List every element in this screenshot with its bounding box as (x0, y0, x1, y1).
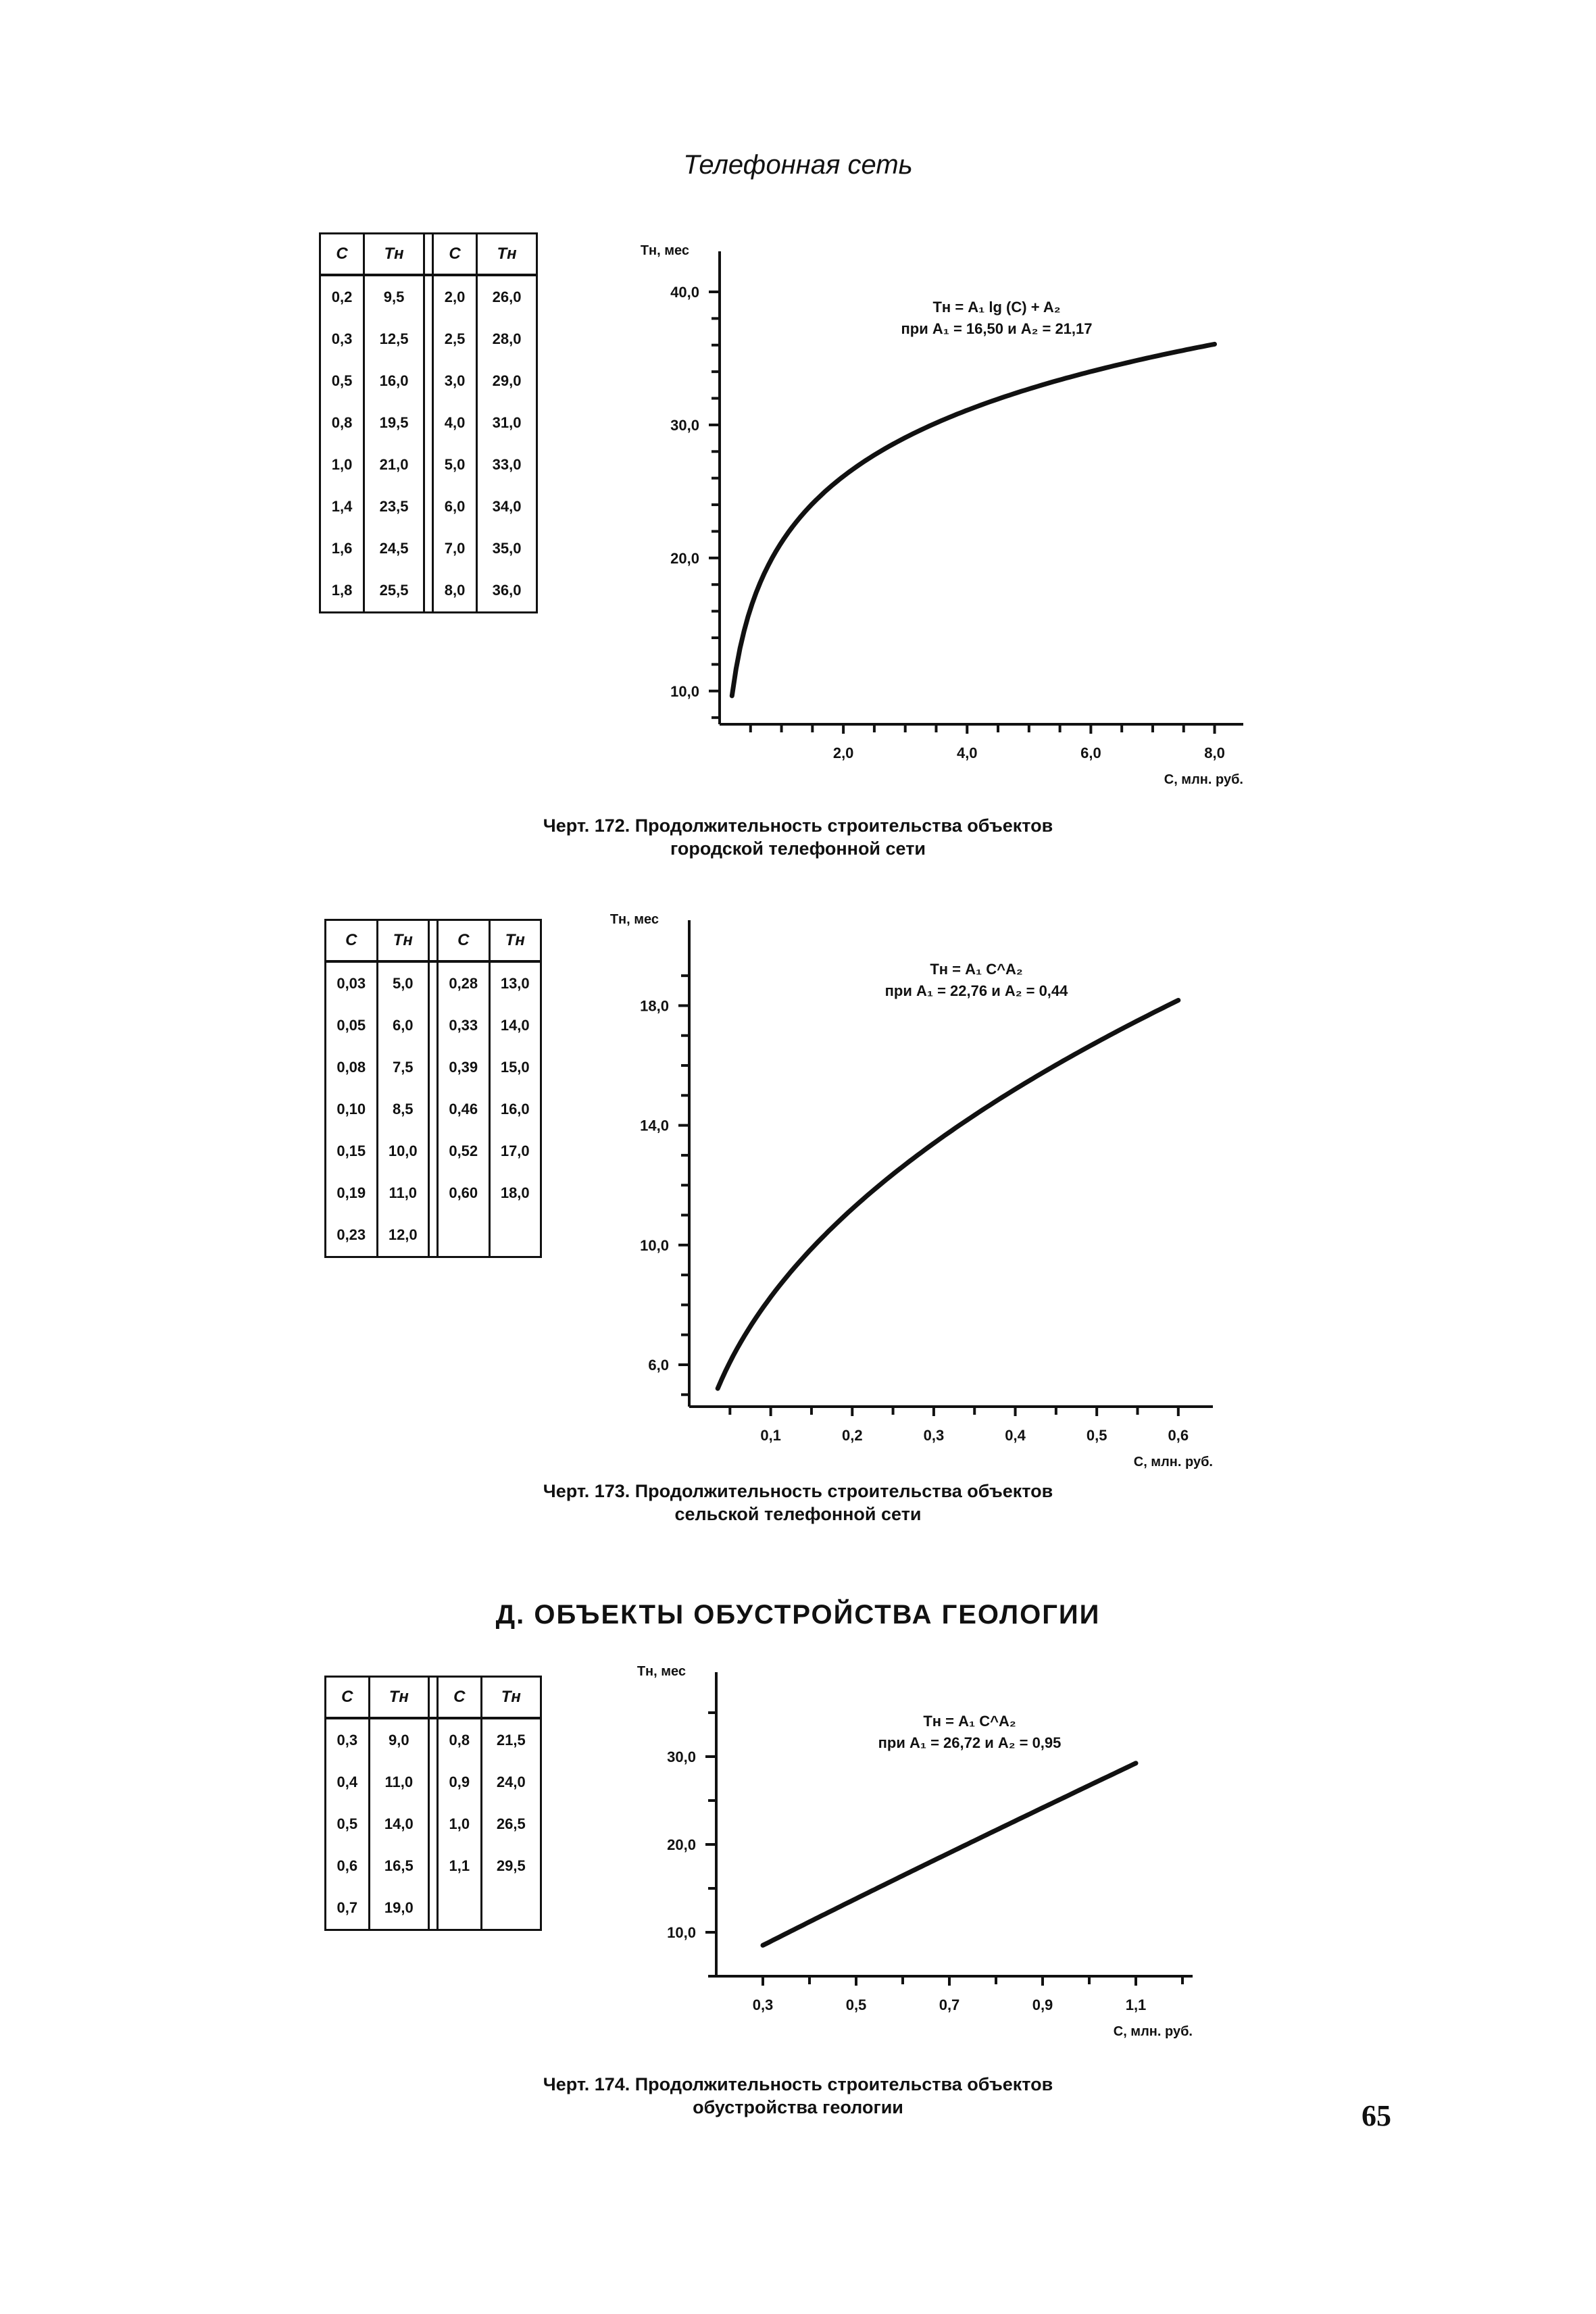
table-cell: 0,6 (326, 1845, 370, 1887)
table-cell: 23,5 (364, 486, 424, 528)
x-tick-label: 4,0 (956, 745, 978, 761)
table-gap (428, 1803, 437, 1845)
table-cell: 3,0 (432, 360, 476, 402)
x-axis-label: С, млн. руб. (1113, 2024, 1193, 2039)
table-gap (429, 920, 438, 962)
table-cell: 1,1 (437, 1845, 481, 1887)
table-cell: 5,0 (432, 444, 476, 486)
table-gap (429, 961, 438, 1005)
table-cell: 24,5 (364, 528, 424, 570)
data-table-172 (319, 232, 538, 613)
table-cell: 26,0 (477, 275, 537, 318)
table-gap (424, 275, 432, 318)
x-axis-label: С, млн. руб. (1164, 772, 1243, 787)
table-cell: 33,0 (477, 444, 537, 486)
table-cell: 0,33 (438, 1005, 490, 1047)
table-row (320, 528, 537, 570)
table-cell: 25,5 (364, 570, 424, 613)
caption-174-line1: Черт. 174. Продолжительность строительства объектов (543, 2074, 1053, 2094)
table-gap (428, 1887, 437, 1930)
table-cell: 21,0 (364, 444, 424, 486)
table-cell: 29,0 (477, 360, 537, 402)
table-header-cell: C (320, 234, 364, 276)
table-cell: 0,60 (438, 1172, 490, 1214)
table-header-cell: C (326, 1677, 370, 1719)
section-header: Телефонная сеть (683, 150, 913, 180)
table-row (326, 1761, 541, 1803)
table-row (326, 1718, 541, 1761)
table-cell: 11,0 (369, 1761, 428, 1803)
formula-text: Tн = A₁ C^A₂ (930, 961, 1023, 978)
formula-text: Tн = A₁ C^A₂ (923, 1713, 1016, 1730)
table-cell: 0,2 (320, 275, 364, 318)
table-cell: 1,0 (437, 1803, 481, 1845)
table-cell: 9,5 (364, 275, 424, 318)
table-header-cell: C (326, 920, 378, 962)
table-cell: 12,0 (377, 1214, 429, 1257)
table-cell: 15,0 (489, 1047, 541, 1088)
page-number: 65 (1362, 2099, 1391, 2132)
y-axis-label: Tн, мес (637, 1664, 686, 1679)
table-row (320, 444, 537, 486)
table-cell: 0,19 (326, 1172, 378, 1214)
y-tick-label: 30,0 (667, 1749, 696, 1765)
table-row (320, 360, 537, 402)
x-tick-label: 0,5 (845, 1996, 867, 2013)
series-line (763, 1763, 1136, 1946)
table-cell: 0,5 (326, 1803, 370, 1845)
caption-173-line2: сельской телефонной сети (674, 1504, 922, 1524)
table-cell: 0,03 (326, 961, 378, 1005)
table-header-cell: Tн (489, 920, 541, 962)
x-tick-label: 6,0 (1080, 745, 1101, 761)
table-cell: 0,08 (326, 1047, 378, 1088)
table-gap (424, 402, 432, 444)
x-axis-label: С, млн. руб. (1133, 1455, 1213, 1469)
table-row (320, 275, 537, 318)
caption-174-line2: обустройства геологии (693, 2097, 903, 2117)
table-gap (428, 1718, 437, 1761)
table-cell: 35,0 (477, 528, 537, 570)
y-tick-label: 14,0 (640, 1117, 669, 1134)
data-table-174 (324, 1676, 542, 1931)
table-header-row (326, 920, 541, 962)
table-cell: 18,0 (489, 1172, 541, 1214)
table-gap (424, 318, 432, 360)
caption-173-line1: Черт. 173. Продолжительность строительства объектов (543, 1481, 1053, 1501)
series-line (718, 1001, 1178, 1389)
table-gap (424, 528, 432, 570)
table-row (326, 1214, 541, 1257)
table-cell: 16,0 (489, 1088, 541, 1130)
y-tick-label: 30,0 (670, 416, 699, 434)
section-title: Д. ОБЪЕКТЫ ОБУСТРОЙСТВА ГЕОЛОГИИ (495, 1600, 1101, 1630)
table-row (326, 1088, 541, 1130)
table-cell: 0,5 (320, 360, 364, 402)
table-cell: 10,0 (377, 1130, 429, 1172)
table-header-cell: Tн (377, 920, 429, 962)
table-gap (428, 1845, 437, 1887)
series-line (732, 344, 1214, 696)
table-header-cell: Tн (477, 234, 537, 276)
table-cell: 9,0 (369, 1718, 428, 1761)
table-row (326, 1047, 541, 1088)
table-cell: 16,5 (369, 1845, 428, 1887)
table-cell: 7,5 (377, 1047, 429, 1088)
y-axis-label: Tн, мес (640, 243, 689, 258)
table-cell: 8,5 (377, 1088, 429, 1130)
params-text: при A₁ = 26,72 и A₂ = 0,95 (878, 1734, 1062, 1751)
table-cell: 5,0 (377, 961, 429, 1005)
data-table-173 (324, 919, 542, 1258)
chart-172 (628, 216, 1304, 804)
caption-174 (0, 2073, 1596, 2119)
table-cell: 0,8 (320, 402, 364, 444)
y-tick-label: 10,0 (640, 1236, 669, 1254)
table-gap (429, 1130, 438, 1172)
y-tick-label: 40,0 (670, 284, 699, 301)
table-gap (428, 1761, 437, 1803)
table-cell: 14,0 (369, 1803, 428, 1845)
table-gap (428, 1677, 437, 1719)
caption-172-line1: Черт. 172. Продолжительность строительства объектов (543, 815, 1053, 836)
table-header-cell: C (432, 234, 476, 276)
table-gap (429, 1088, 438, 1130)
table-row (326, 1887, 541, 1930)
x-tick-label: 1,1 (1125, 1996, 1147, 2013)
table-gap (429, 1172, 438, 1214)
caption-172-line2: городской телефонной сети (670, 838, 926, 859)
x-tick-label: 0,4 (1005, 1427, 1026, 1444)
table-gap (424, 570, 432, 613)
table-cell (481, 1887, 541, 1930)
table-cell: 0,15 (326, 1130, 378, 1172)
table-cell: 31,0 (477, 402, 537, 444)
table-cell: 14,0 (489, 1005, 541, 1047)
table-cell: 0,3 (326, 1718, 370, 1761)
table-cell: 1,6 (320, 528, 364, 570)
table-cell: 0,7 (326, 1887, 370, 1930)
table-cell: 0,10 (326, 1088, 378, 1130)
table-header-cell: Tн (481, 1677, 541, 1719)
table-cell: 34,0 (477, 486, 537, 528)
y-tick-label: 18,0 (640, 997, 669, 1015)
table-header-row (320, 234, 537, 276)
table-row (320, 570, 537, 613)
table-cell: 36,0 (477, 570, 537, 613)
table-cell: 13,0 (489, 961, 541, 1005)
caption-173 (0, 1480, 1596, 1526)
table-row (320, 318, 537, 360)
x-tick-label: 0,3 (923, 1427, 945, 1444)
table-cell: 0,52 (438, 1130, 490, 1172)
table-cell: 12,5 (364, 318, 424, 360)
table-cell: 0,05 (326, 1005, 378, 1047)
x-tick-label: 8,0 (1204, 745, 1225, 761)
table-cell: 1,8 (320, 570, 364, 613)
y-tick-label: 10,0 (670, 682, 699, 700)
x-tick-label: 0,2 (841, 1427, 863, 1444)
x-tick-label: 0,1 (760, 1427, 781, 1444)
table-cell: 6,0 (432, 486, 476, 528)
table-cell: 19,5 (364, 402, 424, 444)
table-row (326, 1803, 541, 1845)
table-row (326, 1005, 541, 1047)
y-tick-label: 20,0 (670, 549, 699, 567)
table-cell (489, 1214, 541, 1257)
table-cell: 0,3 (320, 318, 364, 360)
table-cell: 0,23 (326, 1214, 378, 1257)
x-tick-label: 2,0 (832, 745, 854, 761)
table-cell: 0,8 (437, 1718, 481, 1761)
table-cell: 0,39 (438, 1047, 490, 1088)
table-cell: 2,5 (432, 318, 476, 360)
table-cell: 19,0 (369, 1887, 428, 1930)
y-tick-label: 10,0 (667, 1924, 696, 1941)
table-gap (424, 360, 432, 402)
y-tick-label: 6,0 (648, 1356, 669, 1374)
table-row (320, 486, 537, 528)
table-row (320, 402, 537, 444)
table-cell: 0,9 (437, 1761, 481, 1803)
x-tick-label: 0,9 (1032, 1996, 1053, 2013)
table-cell: 1,4 (320, 486, 364, 528)
table-cell: 6,0 (377, 1005, 429, 1047)
caption-172 (0, 814, 1596, 860)
chart-174 (635, 1664, 1243, 2054)
table-cell (438, 1214, 490, 1257)
table-cell: 0,28 (438, 961, 490, 1005)
x-tick-label: 0,5 (1086, 1427, 1107, 1444)
params-text: при A₁ = 16,50 и A₂ = 21,17 (901, 320, 1093, 337)
table-header-cell: Tн (364, 234, 424, 276)
table-header-cell: C (438, 920, 490, 962)
y-tick-label: 20,0 (667, 1836, 696, 1853)
table-cell (437, 1887, 481, 1930)
table-cell: 1,0 (320, 444, 364, 486)
table-cell: 28,0 (477, 318, 537, 360)
x-tick-label: 0,7 (939, 1996, 960, 2013)
chart-173 (608, 899, 1284, 1473)
table-gap (429, 1005, 438, 1047)
table-header-cell: C (437, 1677, 481, 1719)
x-tick-label: 0,3 (752, 1996, 774, 2013)
table-gap (429, 1214, 438, 1257)
table-cell: 7,0 (432, 528, 476, 570)
table-header-cell: Tн (369, 1677, 428, 1719)
table-gap (429, 1047, 438, 1088)
table-cell: 21,5 (481, 1718, 541, 1761)
table-cell: 16,0 (364, 360, 424, 402)
table-row (326, 1845, 541, 1887)
table-cell: 29,5 (481, 1845, 541, 1887)
table-cell: 11,0 (377, 1172, 429, 1214)
y-axis-label: Tн, мес (609, 912, 659, 927)
table-cell: 2,0 (432, 275, 476, 318)
table-cell: 0,4 (326, 1761, 370, 1803)
table-cell: 0,46 (438, 1088, 490, 1130)
table-gap (424, 234, 432, 276)
table-gap (424, 444, 432, 486)
table-gap (424, 486, 432, 528)
table-cell: 26,5 (481, 1803, 541, 1845)
table-header-row (326, 1677, 541, 1719)
formula-text: Tн = A₁ lg (C) + A₂ (932, 299, 1061, 316)
table-cell: 17,0 (489, 1130, 541, 1172)
table-row (326, 961, 541, 1005)
table-cell: 4,0 (432, 402, 476, 444)
params-text: при A₁ = 22,76 и A₂ = 0,44 (884, 982, 1068, 999)
table-row (326, 1172, 541, 1214)
x-tick-label: 0,6 (1168, 1427, 1189, 1444)
table-cell: 24,0 (481, 1761, 541, 1803)
table-row (326, 1130, 541, 1172)
table-cell: 8,0 (432, 570, 476, 613)
